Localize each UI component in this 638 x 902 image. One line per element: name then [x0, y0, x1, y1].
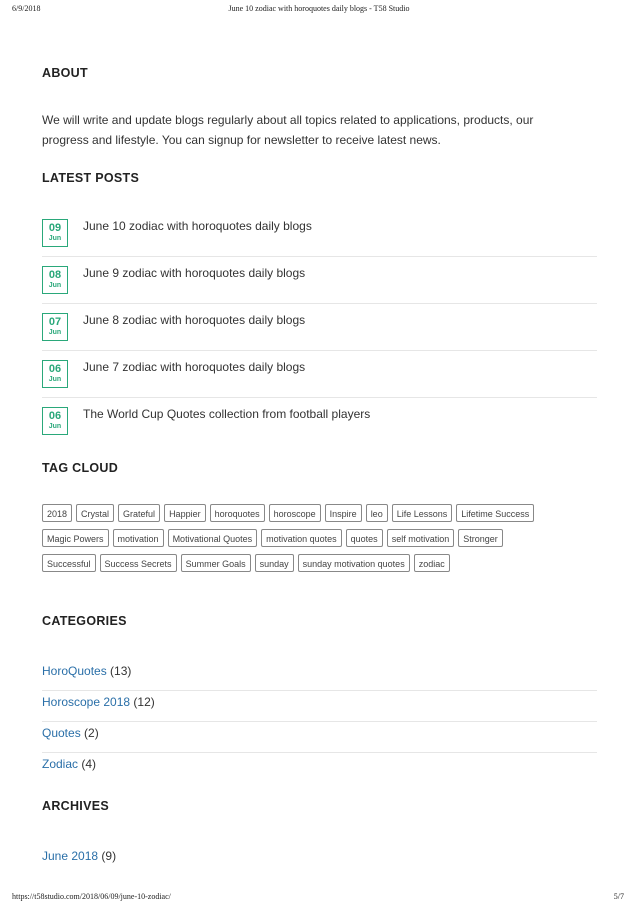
list-item [42, 753, 597, 783]
tag-link[interactable]: sunday motivation quotes [298, 554, 410, 572]
post-link[interactable]: June 7 zodiac with horoquotes daily blogs [83, 360, 306, 374]
tag-link[interactable]: Inspire [325, 504, 362, 522]
tag-link[interactable]: motivation [113, 529, 164, 547]
about-text: We will write and update blogs regularly about all topics related to applications, products, our progress and lifestyle. You can signup for newsletter to receive latest news. [42, 113, 534, 147]
post-date-month: Jun [48, 235, 62, 242]
print-url: https://t58studio.com/2018/06/09/june-10-zodiac/ [12, 892, 171, 901]
tag-cloud [42, 504, 602, 579]
tag-link[interactable]: Successful [42, 554, 96, 572]
post-date-badge [42, 266, 68, 294]
tag-link[interactable]: Crystal [76, 504, 114, 522]
tag-link[interactable]: Happier [164, 504, 206, 522]
about-heading: ABOUT [42, 66, 88, 80]
category-count: (2) [84, 726, 99, 740]
tag-link[interactable]: Motivational Quotes [168, 529, 258, 547]
list-item [42, 845, 597, 867]
post-link[interactable]: June 8 zodiac with horoquotes daily blogs [83, 313, 306, 327]
post-date-month: Jun [48, 376, 62, 383]
post-date-month: Jun [48, 329, 62, 336]
post-date-badge [42, 407, 68, 435]
post-date-month: Jun [48, 423, 62, 430]
category-count: (12) [133, 695, 155, 709]
list-item [42, 352, 597, 398]
tag-link[interactable]: Life Lessons [392, 504, 453, 522]
print-date: 6/9/2018 [12, 4, 41, 13]
tag-link[interactable]: Summer Goals [181, 554, 251, 572]
archives-list [42, 845, 597, 867]
archives-heading: ARCHIVES [42, 799, 109, 813]
list-item [42, 258, 597, 304]
post-date-badge [42, 219, 68, 247]
post-date-badge [42, 360, 68, 388]
post-date-month: Jun [48, 282, 62, 289]
tag-link[interactable]: Magic Powers [42, 529, 109, 547]
category-link[interactable]: Horoscope 2018 [42, 695, 131, 709]
categories-heading: CATEGORIES [42, 614, 127, 628]
archive-count: (9) [101, 849, 117, 863]
print-page-title: June 10 zodiac with horoquotes daily blogs - T58 Studio [228, 4, 410, 13]
tag-link[interactable]: 2018 [42, 504, 72, 522]
tag-link[interactable]: horoscope [269, 504, 321, 522]
list-item [42, 722, 597, 753]
list-item [42, 399, 597, 444]
list-item [42, 660, 597, 691]
tag-link[interactable]: leo [366, 504, 388, 522]
tag-link[interactable]: sunday [255, 554, 294, 572]
post-date-day: 06 [48, 410, 62, 422]
post-link[interactable]: June 10 zodiac with horoquotes daily blogs [83, 219, 312, 233]
category-link[interactable]: Zodiac [42, 757, 79, 771]
post-date-day: 08 [48, 269, 62, 281]
list-item [42, 305, 597, 351]
archive-link[interactable]: June 2018 [42, 849, 99, 863]
tag-link[interactable]: self motivation [387, 529, 455, 547]
list-item [42, 691, 597, 722]
post-link[interactable]: June 9 zodiac with horoquotes daily blogs [83, 266, 306, 280]
category-count: (4) [81, 757, 97, 771]
post-link[interactable]: The World Cup Quotes collection from football players [83, 407, 371, 421]
category-link[interactable]: HoroQuotes [42, 664, 107, 678]
tag-link[interactable]: Lifetime Success [456, 504, 534, 522]
tag-link[interactable]: zodiac [414, 554, 450, 572]
tag-link[interactable]: Stronger [458, 529, 503, 547]
tag-link[interactable]: quotes [346, 529, 383, 547]
post-date-day: 07 [48, 316, 62, 328]
post-date-day: 09 [48, 222, 62, 234]
tag-link[interactable]: Grateful [118, 504, 160, 522]
category-count: (13) [110, 664, 132, 678]
post-date-day: 06 [48, 363, 62, 375]
categories-list [42, 660, 597, 783]
list-item [42, 211, 597, 257]
tag-cloud-heading: TAG CLOUD [42, 461, 119, 475]
category-link[interactable]: Quotes [42, 726, 81, 740]
tag-link[interactable]: horoquotes [210, 504, 265, 522]
tag-link[interactable]: motivation quotes [261, 529, 342, 547]
latest-posts-heading: LATEST POSTS [42, 171, 140, 185]
print-page-number: 5/7 [613, 892, 624, 901]
post-date-badge [42, 313, 68, 341]
latest-posts-list [42, 211, 597, 445]
tag-link[interactable]: Success Secrets [100, 554, 177, 572]
